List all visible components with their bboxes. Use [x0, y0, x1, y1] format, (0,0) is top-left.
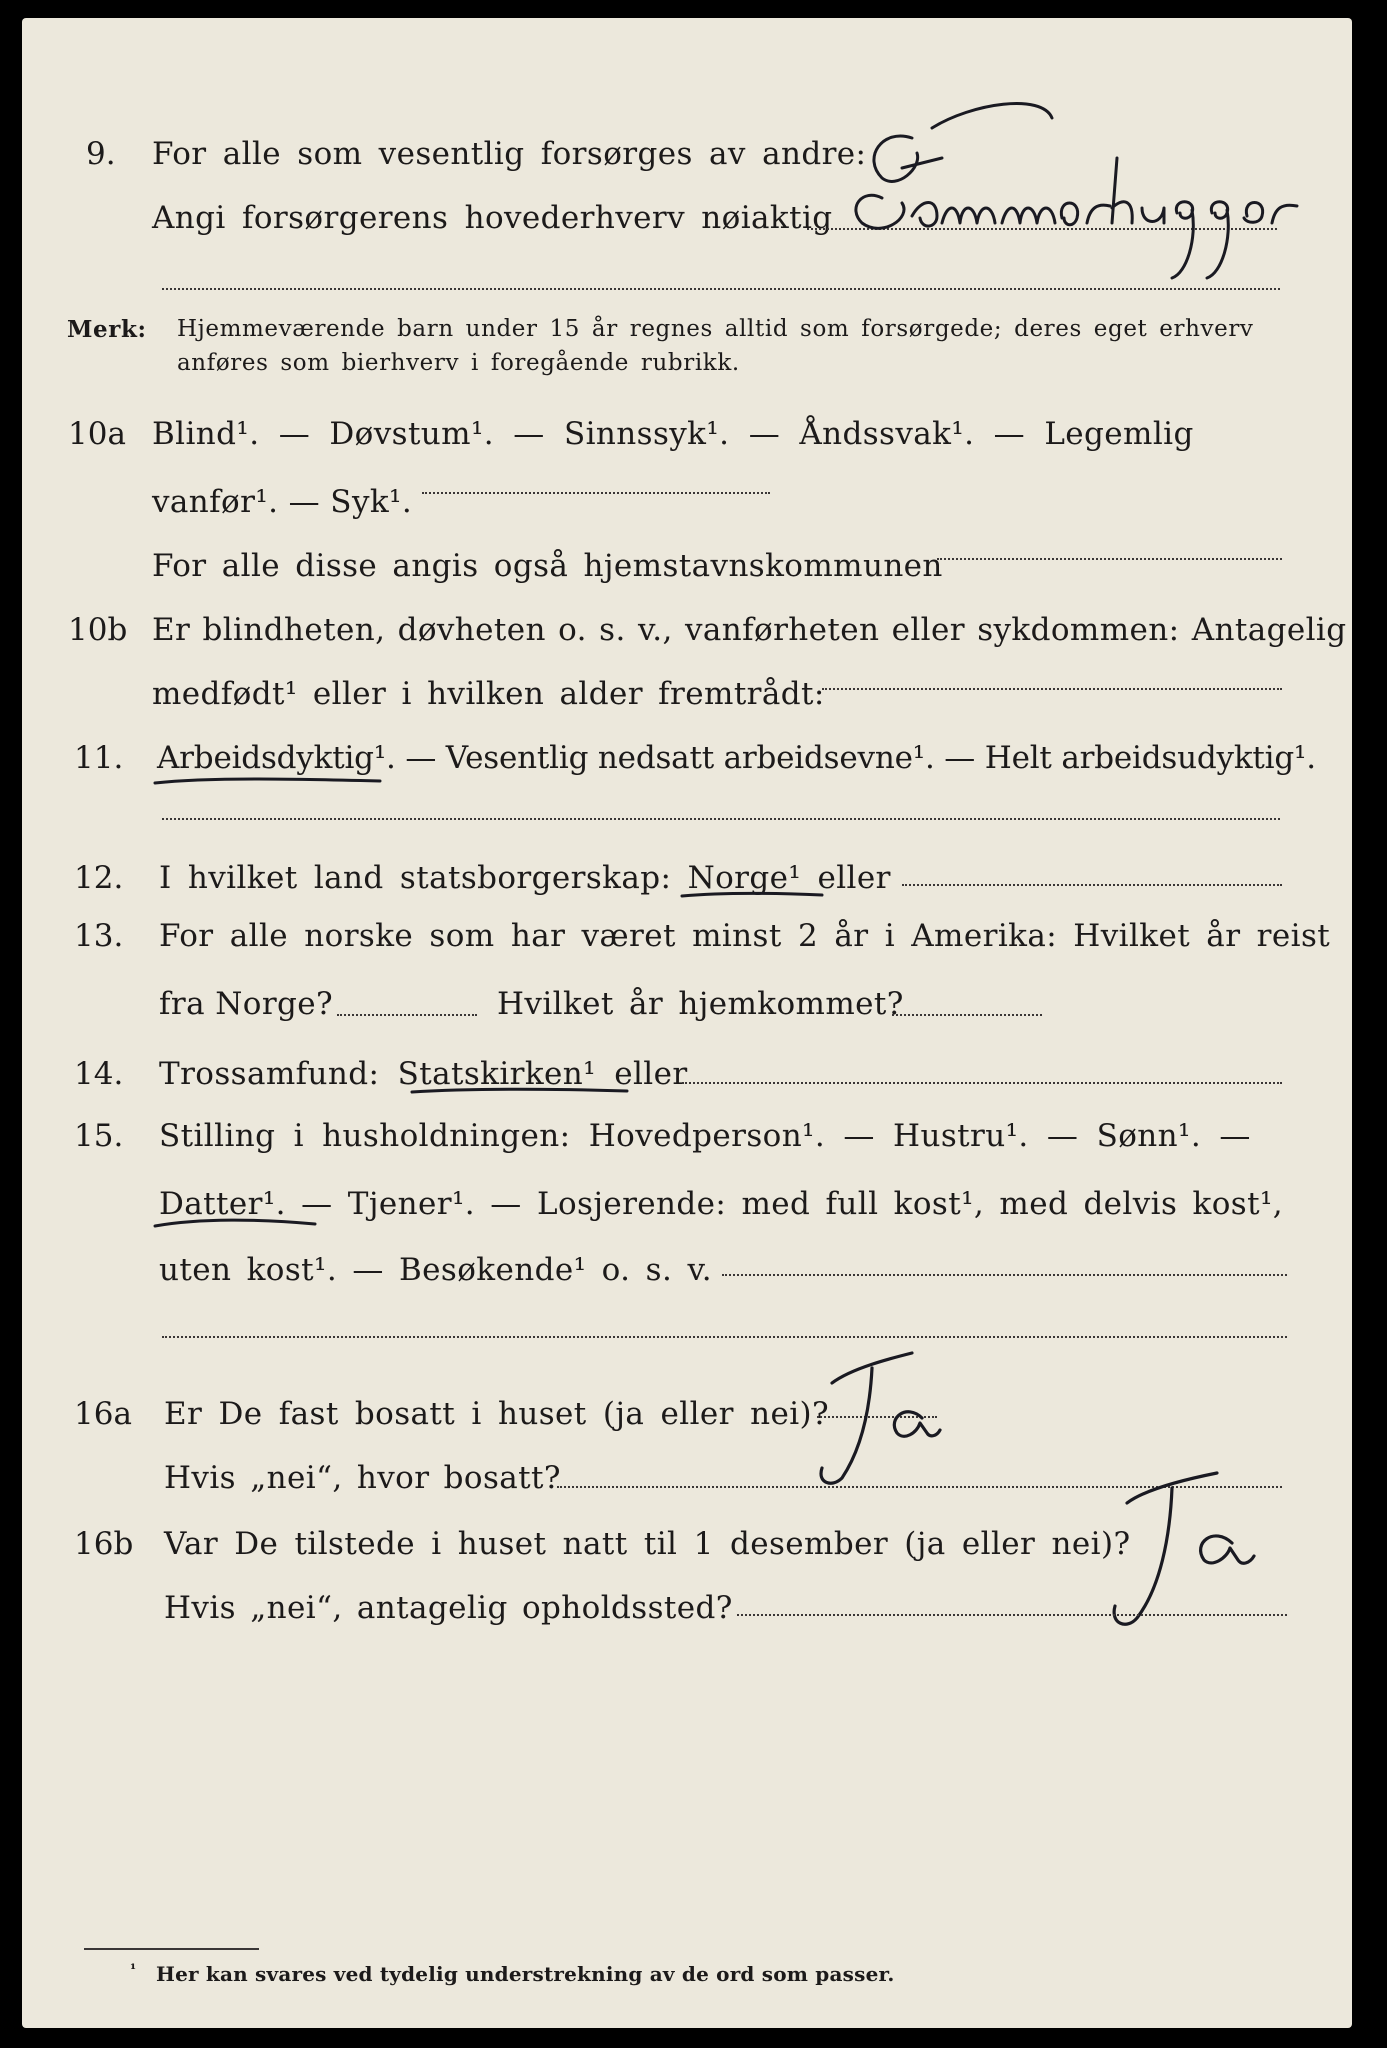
- q10a-line3: For alle disse angis også hjemstavnskommunen: [152, 548, 943, 584]
- q16a-line1: Er De fast bosatt i huset (ja eller nei)?: [164, 1396, 830, 1432]
- q13-line1: For alle norske som har været minst 2 år i Amerika: Hvilket år reist: [159, 918, 1331, 954]
- q10b-line1: Er blindheten, døvheten o. s. v., vanførheten eller sykdommen: Antagelig: [152, 612, 1347, 648]
- q13-line2a: fra Norge?: [159, 986, 334, 1022]
- q15-line2: Datter¹. — Tjener¹. — Losjerende: med full kost¹, med delvis kost¹,: [159, 1186, 1284, 1222]
- q15-number: 15.: [74, 1118, 124, 1154]
- q11-line1: Arbeidsdyktig¹. — Vesentlig nedsatt arbeidsevne¹. — Helt arbeidsudyktig¹.: [157, 740, 1316, 776]
- q13-departure-line: [337, 1014, 477, 1016]
- q15-answer-line: [722, 1274, 1287, 1276]
- q10a-number: 10a: [68, 416, 126, 452]
- census-form-page: [22, 18, 1352, 2028]
- q14-number: 14.: [74, 1056, 124, 1092]
- q12-underline-mark: [677, 888, 827, 904]
- q11-underline-mark: [150, 773, 390, 793]
- q12-answer-line: [902, 884, 1282, 886]
- merk-line2: anføres som bierhverv i foregående rubrikk.: [177, 350, 740, 376]
- q16b-number: 16b: [74, 1526, 134, 1562]
- q9-handwritten-answer: [842, 98, 1352, 298]
- q16a-line2: Hvis „nei“, hvor bosatt?: [164, 1460, 561, 1496]
- q16a-number: 16a: [74, 1396, 132, 1432]
- q15-line3: uten kost¹. — Besøkende¹ o. s. v.: [159, 1252, 712, 1288]
- q16b-line2: Hvis „nei“, antagelig opholdssted?: [164, 1590, 733, 1626]
- q9-line1: For alle som vesentlig forsørges av andre:: [152, 136, 867, 172]
- q14-underline-mark: [407, 1084, 637, 1100]
- q10a-answer-line: [422, 492, 770, 494]
- q15-underline-mark: [150, 1214, 320, 1234]
- q12-number: 12.: [74, 860, 124, 896]
- q9-line2: Angi forsørgerens hovederhverv nøiaktig: [152, 200, 833, 236]
- q16a-handwritten-answer: [792, 1338, 962, 1498]
- q10b-answer-line: [822, 688, 1282, 690]
- q15-line1: Stilling i husholdningen: Hovedperson¹. — Hustru¹. — Sønn¹. —: [159, 1118, 1251, 1154]
- q10b-number: 10b: [68, 612, 128, 648]
- q14-line1: Trossamfund: Statskirken¹ eller: [159, 1056, 688, 1092]
- q16b-line1: Var De tilstede i huset natt til 1 desember (ja eller nei)?: [164, 1526, 1131, 1562]
- q11-separator-line: [162, 818, 1280, 820]
- q10b-line2: medfødt¹ eller i hvilken alder fremtrådt:: [152, 676, 825, 712]
- q13-return-line: [892, 1014, 1042, 1016]
- q16b-handwritten-answer: [1082, 1458, 1282, 1638]
- footnote-text: Her kan svares ved tydelig understrekning av de ord som passer.: [156, 1962, 895, 1986]
- q10a-hometown-line: [937, 558, 1282, 560]
- q10a-line2: vanfør¹. — Syk¹.: [152, 484, 413, 520]
- q15-separator-line: [162, 1336, 1287, 1338]
- q9-number: 9.: [86, 136, 116, 172]
- footnote-mark: ¹: [130, 1962, 137, 1978]
- q12-line1: I hvilket land statsborgerskap: Norge¹ eller: [159, 860, 891, 896]
- q11-number: 11.: [74, 740, 124, 776]
- q13-line2b: Hvilket år hjemkommet?: [497, 986, 904, 1022]
- q13-number: 13.: [74, 918, 124, 954]
- q14-answer-line: [682, 1082, 1282, 1084]
- q9-separator-line: [162, 288, 1280, 290]
- q16b-stay-line: [737, 1614, 1287, 1616]
- q10a-line1: Blind¹. — Døvstum¹. — Sinnssyk¹. — Åndssvak¹. — Legemlig: [152, 416, 1194, 452]
- footnote-rule: [84, 1948, 259, 1950]
- merk-label: Merk:: [67, 316, 147, 343]
- merk-line1: Hjemmeværende barn under 15 år regnes alltid som forsørgede; deres eget erhverv: [177, 316, 1254, 342]
